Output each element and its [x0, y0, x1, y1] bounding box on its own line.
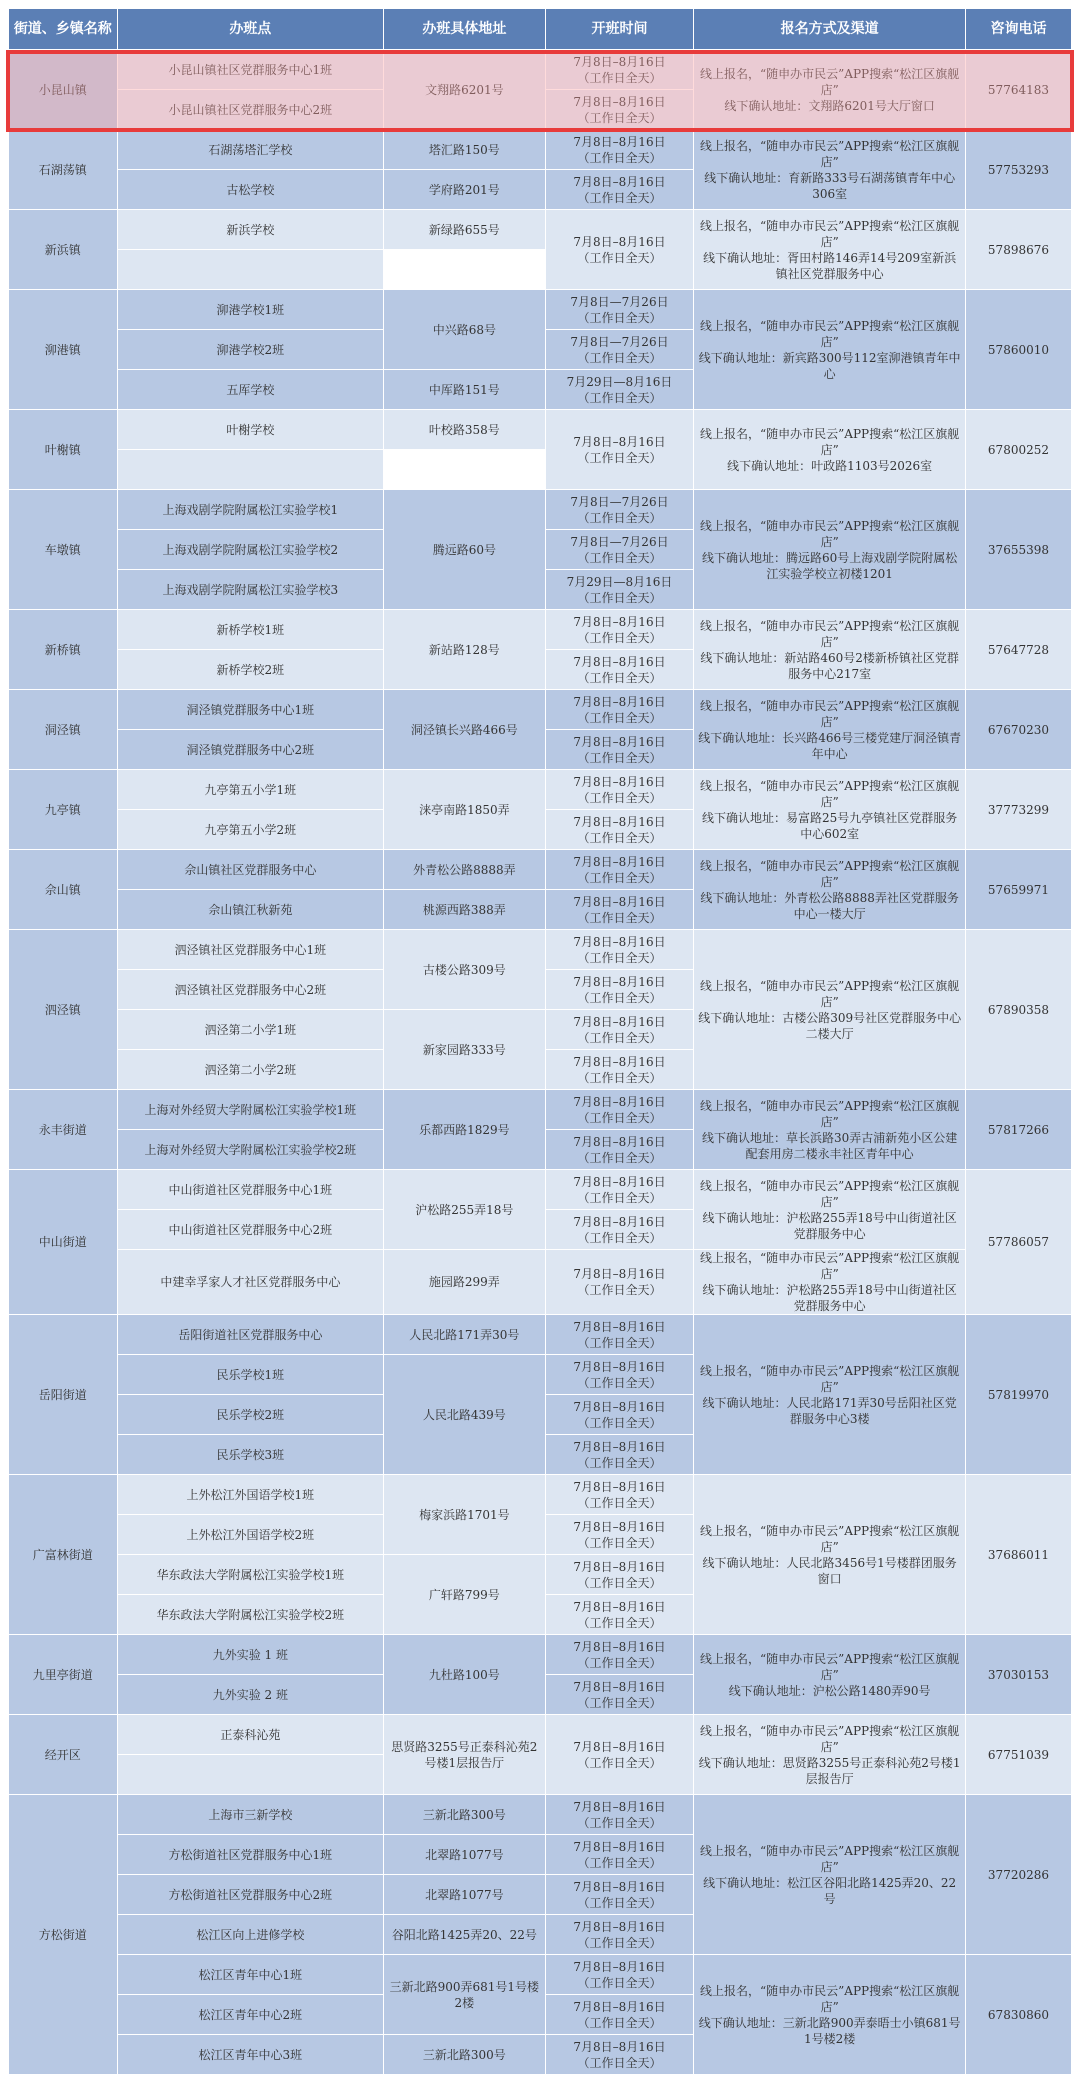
class-site: 松江区青年中心3班: [117, 2035, 383, 2075]
registration-info: 线上报名，“随申办市民云”APP搜索“松江区旗舰店” 线下确认地址：松江区谷阳北路1425弄20、22号: [694, 1795, 966, 1955]
contact-phone: 57817266: [965, 1090, 1071, 1170]
class-site: 华东政法大学附属松江实验学校2班: [117, 1595, 383, 1635]
class-site: 洞泾镇党群服务中心1班: [117, 690, 383, 730]
class-address: 三新北路300号: [384, 2035, 546, 2075]
class-site: 中建幸孚家人才社区党群服务中心: [117, 1250, 383, 1315]
table-row: [9, 1715, 1072, 1755]
class-site: 古松学校: [117, 170, 383, 210]
district-name: 方松街道: [9, 1795, 118, 2075]
class-site: 松江区青年中心1班: [117, 1955, 383, 1995]
contact-phone: 67830860: [965, 1955, 1071, 2075]
class-time: 7月8日–8月16日 （工作日全天）: [545, 210, 694, 290]
class-site: 五厍学校: [117, 370, 383, 410]
district-name: 佘山镇: [9, 850, 118, 930]
district-name: 中山街道: [9, 1170, 118, 1315]
class-time: 7月8日–8月16日 （工作日全天）: [545, 1995, 694, 2035]
class-time: 7月8日–8月16日 （工作日全天）: [545, 1435, 694, 1475]
class-time: 7月29日—8月16日 （工作日全天）: [545, 570, 694, 610]
header-time: 开班时间: [545, 9, 694, 50]
class-time: 7月8日–8月16日 （工作日全天）: [545, 1315, 694, 1355]
class-address: 文翔路6201号: [384, 50, 546, 130]
table-row: [9, 770, 1072, 810]
district-name: 洞泾镇: [9, 690, 118, 770]
registration-info: 线上报名，“随申办市民云”APP搜索“松江区旗舰店” 线下确认地址：人民北路3456号1号楼群团服务窗口: [694, 1475, 966, 1635]
class-address: 塔汇路150号: [384, 130, 546, 170]
class-time: 7月8日–8月16日 （工作日全天）: [545, 850, 694, 890]
class-address: 九杜路100号: [384, 1635, 546, 1715]
class-site: 小昆山镇社区党群服务中心2班: [117, 90, 383, 130]
class-address: 腾远路60号: [384, 490, 546, 610]
district-name: 岳阳街道: [9, 1315, 118, 1475]
contact-phone: 57898676: [965, 210, 1071, 290]
class-time: 7月8日–8月16日 （工作日全天）: [545, 1130, 694, 1170]
table-row: [9, 690, 1072, 730]
table-row: [9, 50, 1072, 90]
class-site: 新桥学校1班: [117, 610, 383, 650]
class-address: 洞泾镇长兴路466号: [384, 690, 546, 770]
class-site: 洞泾镇党群服务中心2班: [117, 730, 383, 770]
class-site: 松江区青年中心2班: [117, 1995, 383, 2035]
contact-phone: 67670230: [965, 690, 1071, 770]
table-row: [9, 610, 1072, 650]
class-site: 上海戏剧学院附属松江实验学校1: [117, 490, 383, 530]
class-site: 石湖荡塔汇学校: [117, 130, 383, 170]
class-time: 7月8日–8月16日 （工作日全天）: [545, 890, 694, 930]
class-time: 7月8日–8月16日 （工作日全天）: [545, 1090, 694, 1130]
registration-info: 线上报名，“随申办市民云”APP搜索“松江区旗舰店” 线下确认地址：新宾路300号112室泖港镇青年中心: [694, 290, 966, 410]
registration-info: 线上报名，“随申办市民云”APP搜索“松江区旗舰店” 线下确认地址：易富路25号九亭镇社区党群服务中心602室: [694, 770, 966, 850]
class-time: 7月8日–8月16日 （工作日全天）: [545, 1515, 694, 1555]
class-site: 上外松江外国语学校2班: [117, 1515, 383, 1555]
district-name: 叶榭镇: [9, 410, 118, 490]
class-site: 中山街道社区党群服务中心2班: [117, 1210, 383, 1250]
table-row: [9, 1090, 1072, 1130]
class-site: 九亭第五小学1班: [117, 770, 383, 810]
class-site: 九亭第五小学2班: [117, 810, 383, 850]
class-address: 北翠路1077号: [384, 1875, 546, 1915]
table-row: [9, 1170, 1072, 1210]
class-time: 7月8日–8月16日 （工作日全天）: [545, 1715, 694, 1795]
registration-info: 线上报名，“随申办市民云”APP搜索“松江区旗舰店” 线下确认地址：草长浜路30弄古浦新苑小区公建配套用房二楼永丰社区青年中心: [694, 1090, 966, 1170]
contact-phone: 57753293: [965, 130, 1071, 210]
district-name: 车墩镇: [9, 490, 118, 610]
contact-phone: 67751039: [965, 1715, 1071, 1795]
table-body: [9, 50, 1072, 2075]
class-site: 上海戏剧学院附属松江实验学校3: [117, 570, 383, 610]
contact-phone: 67800252: [965, 410, 1071, 490]
class-time: 7月8日–8月16日 （工作日全天）: [545, 1875, 694, 1915]
district-name: 小昆山镇: [9, 50, 118, 130]
registration-info: 线上报名，“随申办市民云”APP搜索“松江区旗舰店” 线下确认地址：长兴路466号三楼党建厅洞泾镇青年中心: [694, 690, 966, 770]
class-time: 7月8日–8月16日 （工作日全天）: [545, 1395, 694, 1435]
class-address: 学府路201号: [384, 170, 546, 210]
class-time: 7月8日—7月26日 （工作日全天）: [545, 290, 694, 330]
class-time: 7月8日–8月16日 （工作日全天）: [545, 1210, 694, 1250]
class-time: 7月8日–8月16日 （工作日全天）: [545, 1355, 694, 1395]
class-time: 7月8日–8月16日 （工作日全天）: [545, 1170, 694, 1210]
class-site: 上海市三新学校: [117, 1795, 383, 1835]
registration-info: 线上报名，“随申办市民云”APP搜索“松江区旗舰店” 线下确认地址：叶政路1103号2026室: [694, 410, 966, 490]
class-time: 7月8日–8月16日 （工作日全天）: [545, 1955, 694, 1995]
class-address: 新绿路655号: [384, 210, 546, 250]
table-row: [9, 1315, 1072, 1355]
class-site: 民乐学校3班: [117, 1435, 383, 1475]
class-time: 7月8日–8月16日 （工作日全天）: [545, 1795, 694, 1835]
class-site: [117, 450, 383, 490]
class-address: 外青松公路8888弄: [384, 850, 546, 890]
class-site: 佘山镇社区党群服务中心: [117, 850, 383, 890]
class-address: 涞亭南路1850弄: [384, 770, 546, 850]
header-registration: 报名方式及渠道: [694, 9, 966, 50]
class-site: 九外实验 2 班: [117, 1675, 383, 1715]
class-address: 三新北路900弄681号1号楼2楼: [384, 1955, 546, 2035]
contact-phone: 37773299: [965, 770, 1071, 850]
class-time: 7月8日–8月16日 （工作日全天）: [545, 1835, 694, 1875]
class-time: 7月8日–8月16日 （工作日全天）: [545, 130, 694, 170]
registration-info: 线上报名，“随申办市民云”APP搜索“松江区旗舰店” 线下确认地址：腾远路60号上海戏剧学院附属松江实验学校立初楼1201: [694, 490, 966, 610]
registration-info: 线上报名，“随申办市民云”APP搜索“松江区旗舰店” 线下确认地址：古楼公路309号社区党群服务中心二楼大厅: [694, 930, 966, 1090]
class-site: 叶榭学校: [117, 410, 383, 450]
table-row: [9, 130, 1072, 170]
class-time: 7月8日—7月26日 （工作日全天）: [545, 530, 694, 570]
class-time: 7月8日–8月16日 （工作日全天）: [545, 690, 694, 730]
class-address: 谷阳北路1425弄20、22号: [384, 1915, 546, 1955]
registration-info: 线上报名，“随申办市民云”APP搜索“松江区旗舰店” 线下确认地址：胥田村路146弄14号209室新浜镇社区党群服务中心: [694, 210, 966, 290]
class-site: 上海对外经贸大学附属松江实验学校1班: [117, 1090, 383, 1130]
class-site: 佘山镇江秋新苑: [117, 890, 383, 930]
class-site: [117, 1755, 383, 1795]
contact-phone: 37655398: [965, 490, 1071, 610]
class-time: 7月8日–8月16日 （工作日全天）: [545, 90, 694, 130]
district-name: 九亭镇: [9, 770, 118, 850]
class-site: 岳阳街道社区党群服务中心: [117, 1315, 383, 1355]
district-name: 广富林街道: [9, 1475, 118, 1635]
class-site: 民乐学校2班: [117, 1395, 383, 1435]
class-address: 梅家浜路1701号: [384, 1475, 546, 1555]
contact-phone: 57647728: [965, 610, 1071, 690]
class-time: 7月8日–8月16日 （工作日全天）: [545, 730, 694, 770]
contact-phone: 67890358: [965, 930, 1071, 1090]
class-site: 泖港学校1班: [117, 290, 383, 330]
class-site: 上海对外经贸大学附属松江实验学校2班: [117, 1130, 383, 1170]
class-time: 7月8日–8月16日 （工作日全天）: [545, 50, 694, 90]
district-name: 永丰街道: [9, 1090, 118, 1170]
class-site: 松江区向上进修学校: [117, 1915, 383, 1955]
registration-info: 线上报名，“随申办市民云”APP搜索“松江区旗舰店” 线下确认地址：沪松路255弄18号中山街道社区党群服务中心: [694, 1170, 966, 1250]
class-time: 7月8日–8月16日 （工作日全天）: [545, 1010, 694, 1050]
header-address: 办班具体地址: [384, 9, 546, 50]
class-site: 泗泾镇社区党群服务中心1班: [117, 930, 383, 970]
table-row: [9, 850, 1072, 890]
class-time: 7月8日–8月16日 （工作日全天）: [545, 1050, 694, 1090]
class-time: 7月8日—7月26日 （工作日全天）: [545, 490, 694, 530]
class-time: 7月8日–8月16日 （工作日全天）: [545, 1635, 694, 1675]
class-address: 人民北路171弄30号: [384, 1315, 546, 1355]
district-name: 泖港镇: [9, 290, 118, 410]
header-district: 街道、乡镇名称: [9, 9, 118, 50]
registration-info: 线上报名，“随申办市民云”APP搜索“松江区旗舰店” 线下确认地址：外青松公路8888弄社区党群服务中心一楼大厅: [694, 850, 966, 930]
class-time: 7月8日—7月26日 （工作日全天）: [545, 330, 694, 370]
class-address: 三新北路300号: [384, 1795, 546, 1835]
class-address: 人民北路439号: [384, 1355, 546, 1475]
class-site: 泗泾第二小学1班: [117, 1010, 383, 1050]
class-site: 方松街道社区党群服务中心1班: [117, 1835, 383, 1875]
contact-phone: 57659971: [965, 850, 1071, 930]
class-time: 7月8日–8月16日 （工作日全天）: [545, 410, 694, 490]
class-site: 新桥学校2班: [117, 650, 383, 690]
class-address: 桃源西路388弄: [384, 890, 546, 930]
class-address: 中厍路151号: [384, 370, 546, 410]
class-time: 7月8日–8月16日 （工作日全天）: [545, 1675, 694, 1715]
class-time: 7月8日–8月16日 （工作日全天）: [545, 2035, 694, 2075]
header-phone: 咨询电话: [965, 9, 1071, 50]
table-row: [9, 490, 1072, 530]
registration-info: 线上报名，“随申办市民云”APP搜索“松江区旗舰店” 线下确认地址：沪松路255弄18号中山街道社区党群服务中心: [694, 1250, 966, 1315]
table-row: [9, 1250, 1072, 1315]
class-site: 小昆山镇社区党群服务中心1班: [117, 50, 383, 90]
class-address: 古楼公路309号: [384, 930, 546, 1010]
contact-phone: 57819970: [965, 1315, 1071, 1475]
class-site: [117, 250, 383, 290]
registration-info: 线上报名，“随申办市民云”APP搜索“松江区旗舰店” 线下确认地址：人民北路171弄30号岳阳社区党群服务中心3楼: [694, 1315, 966, 1475]
class-address: 广轩路799号: [384, 1555, 546, 1635]
header-site: 办班点: [117, 9, 383, 50]
class-site: 华东政法大学附属松江实验学校1班: [117, 1555, 383, 1595]
table-row: [9, 1475, 1072, 1515]
class-time: 7月8日–8月16日 （工作日全天）: [545, 970, 694, 1010]
district-name: 新浜镇: [9, 210, 118, 290]
class-time: 7月29日—8月16日 （工作日全天）: [545, 370, 694, 410]
class-time: 7月8日–8月16日 （工作日全天）: [545, 1915, 694, 1955]
table-row: [9, 410, 1072, 450]
class-address: 沪松路255弄18号: [384, 1170, 546, 1250]
class-time: 7月8日–8月16日 （工作日全天）: [545, 930, 694, 970]
class-site: 泗泾镇社区党群服务中心2班: [117, 970, 383, 1010]
district-name: 九里亭街道: [9, 1635, 118, 1715]
contact-phone: 57860010: [965, 290, 1071, 410]
class-time: 7月8日–8月16日 （工作日全天）: [545, 1475, 694, 1515]
district-name: 石湖荡镇: [9, 130, 118, 210]
registration-info: 线上报名，“随申办市民云”APP搜索“松江区旗舰店” 线下确认地址：文翔路6201号大厅窗口: [694, 50, 966, 130]
class-address: 思贤路3255号正泰科沁苑2号楼1层报告厅: [384, 1715, 546, 1795]
class-site: 九外实验 1 班: [117, 1635, 383, 1675]
table-row: [9, 210, 1072, 250]
schedule-table: [8, 8, 1072, 2075]
header-row: [9, 9, 1072, 50]
district-name: 泗泾镇: [9, 930, 118, 1090]
contact-phone: 37686011: [965, 1475, 1071, 1635]
class-time: 7月8日–8月16日 （工作日全天）: [545, 1555, 694, 1595]
class-site: 民乐学校1班: [117, 1355, 383, 1395]
class-site: 上海戏剧学院附属松江实验学校2: [117, 530, 383, 570]
class-address: 施园路299弄: [384, 1250, 546, 1315]
contact-phone: 37030153: [965, 1635, 1071, 1715]
contact-phone: 57764183: [965, 50, 1071, 130]
class-site: 上外松江外国语学校1班: [117, 1475, 383, 1515]
class-site: 正泰科沁苑: [117, 1715, 383, 1755]
table-row: [9, 290, 1072, 330]
table-row: [9, 1635, 1072, 1675]
table-row: [9, 930, 1072, 970]
registration-info: 线上报名，“随申办市民云”APP搜索“松江区旗舰店” 线下确认地址：育新路333号石湖荡镇青年中心306室: [694, 130, 966, 210]
table-row: [9, 1955, 1072, 1995]
class-site: 中山街道社区党群服务中心1班: [117, 1170, 383, 1210]
class-time: 7月8日–8月16日 （工作日全天）: [545, 1250, 694, 1315]
class-site: 新浜学校: [117, 210, 383, 250]
class-address: 叶校路358号: [384, 410, 546, 450]
class-site: 泖港学校2班: [117, 330, 383, 370]
class-time: 7月8日–8月16日 （工作日全天）: [545, 810, 694, 850]
registration-info: 线上报名，“随申办市民云”APP搜索“松江区旗舰店” 线下确认地址：三新北路900弄泰晤士小镇681号1号楼2楼: [694, 1955, 966, 2075]
class-address: 北翠路1077号: [384, 1835, 546, 1875]
class-address: 新家园路333号: [384, 1010, 546, 1090]
registration-info: 线上报名，“随申办市民云”APP搜索“松江区旗舰店” 线下确认地址：思贤路3255号正泰科沁苑2号楼1层报告厅: [694, 1715, 966, 1795]
district-name: 新桥镇: [9, 610, 118, 690]
table-row: [9, 1795, 1072, 1835]
class-time: 7月8日–8月16日 （工作日全天）: [545, 170, 694, 210]
registration-info: 线上报名，“随申办市民云”APP搜索“松江区旗舰店” 线下确认地址：新站路460号2楼新桥镇社区党群服务中心217室: [694, 610, 966, 690]
class-site: 方松街道社区党群服务中心2班: [117, 1875, 383, 1915]
contact-phone: 37720286: [965, 1795, 1071, 1955]
class-address: 新站路128号: [384, 610, 546, 690]
class-time: 7月8日–8月16日 （工作日全天）: [545, 770, 694, 810]
district-name: 经开区: [9, 1715, 118, 1795]
class-time: 7月8日–8月16日 （工作日全天）: [545, 1595, 694, 1635]
class-time: 7月8日–8月16日 （工作日全天）: [545, 610, 694, 650]
class-address: 中兴路68号: [384, 290, 546, 370]
class-address: 乐都西路1829号: [384, 1090, 546, 1170]
contact-phone: 57786057: [965, 1170, 1071, 1315]
class-site: 泗泾第二小学2班: [117, 1050, 383, 1090]
registration-info: 线上报名，“随申办市民云”APP搜索“松江区旗舰店” 线下确认地址：沪松公路1480弄90号: [694, 1635, 966, 1715]
class-time: 7月8日–8月16日 （工作日全天）: [545, 650, 694, 690]
